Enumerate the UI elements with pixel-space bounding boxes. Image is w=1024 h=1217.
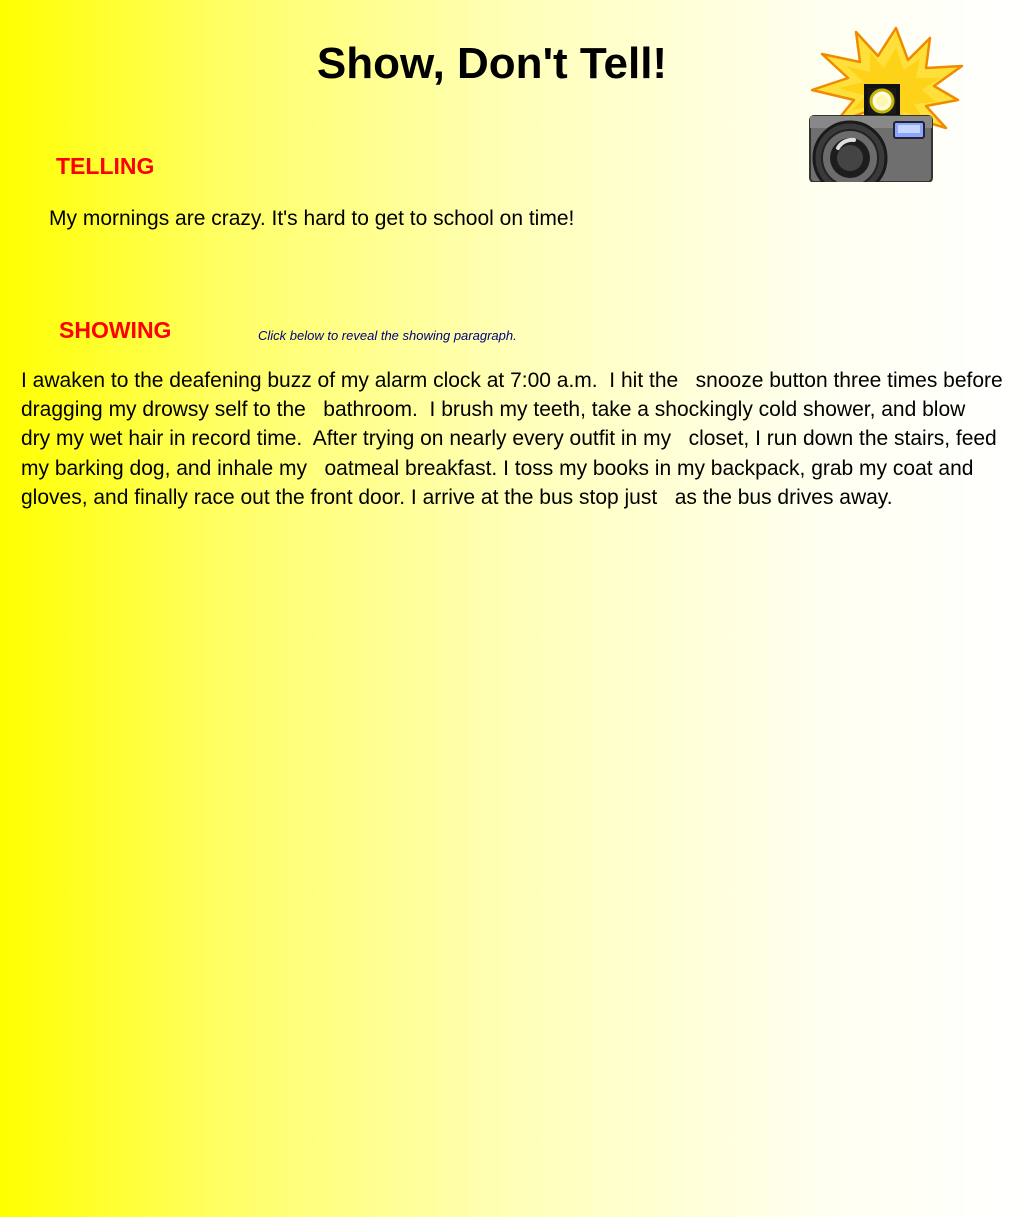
telling-heading: TELLING: [56, 153, 155, 179]
showing-paragraph[interactable]: I awaken to the deafening buzz of my alarm clock at 7:00 a.m. I hit the snooze button three times before dragging my drowsy self to the bathroom. I brush my teeth, take a shockingly cold shower, and blow dry my wet hair in record time. After trying on nearly every outfit in my closet, I run down the stairs, feed my barking dog, and inhale my oatmeal breakfast. I toss my books in my backpack, grab my coat and gloves, and finally race out the front door. I arrive at the bus stop just as the bus drives away.: [21, 369, 1009, 509]
telling-sentence: My mornings are crazy. It's hard to get to school on time!: [49, 207, 575, 230]
slide-title: Show, Don't Tell!: [316, 39, 668, 88]
reveal-hint: Click below to reveal the showing paragraph.: [258, 328, 517, 343]
showing-heading: SHOWING: [59, 317, 172, 343]
camera-flash-icon: [808, 26, 968, 182]
